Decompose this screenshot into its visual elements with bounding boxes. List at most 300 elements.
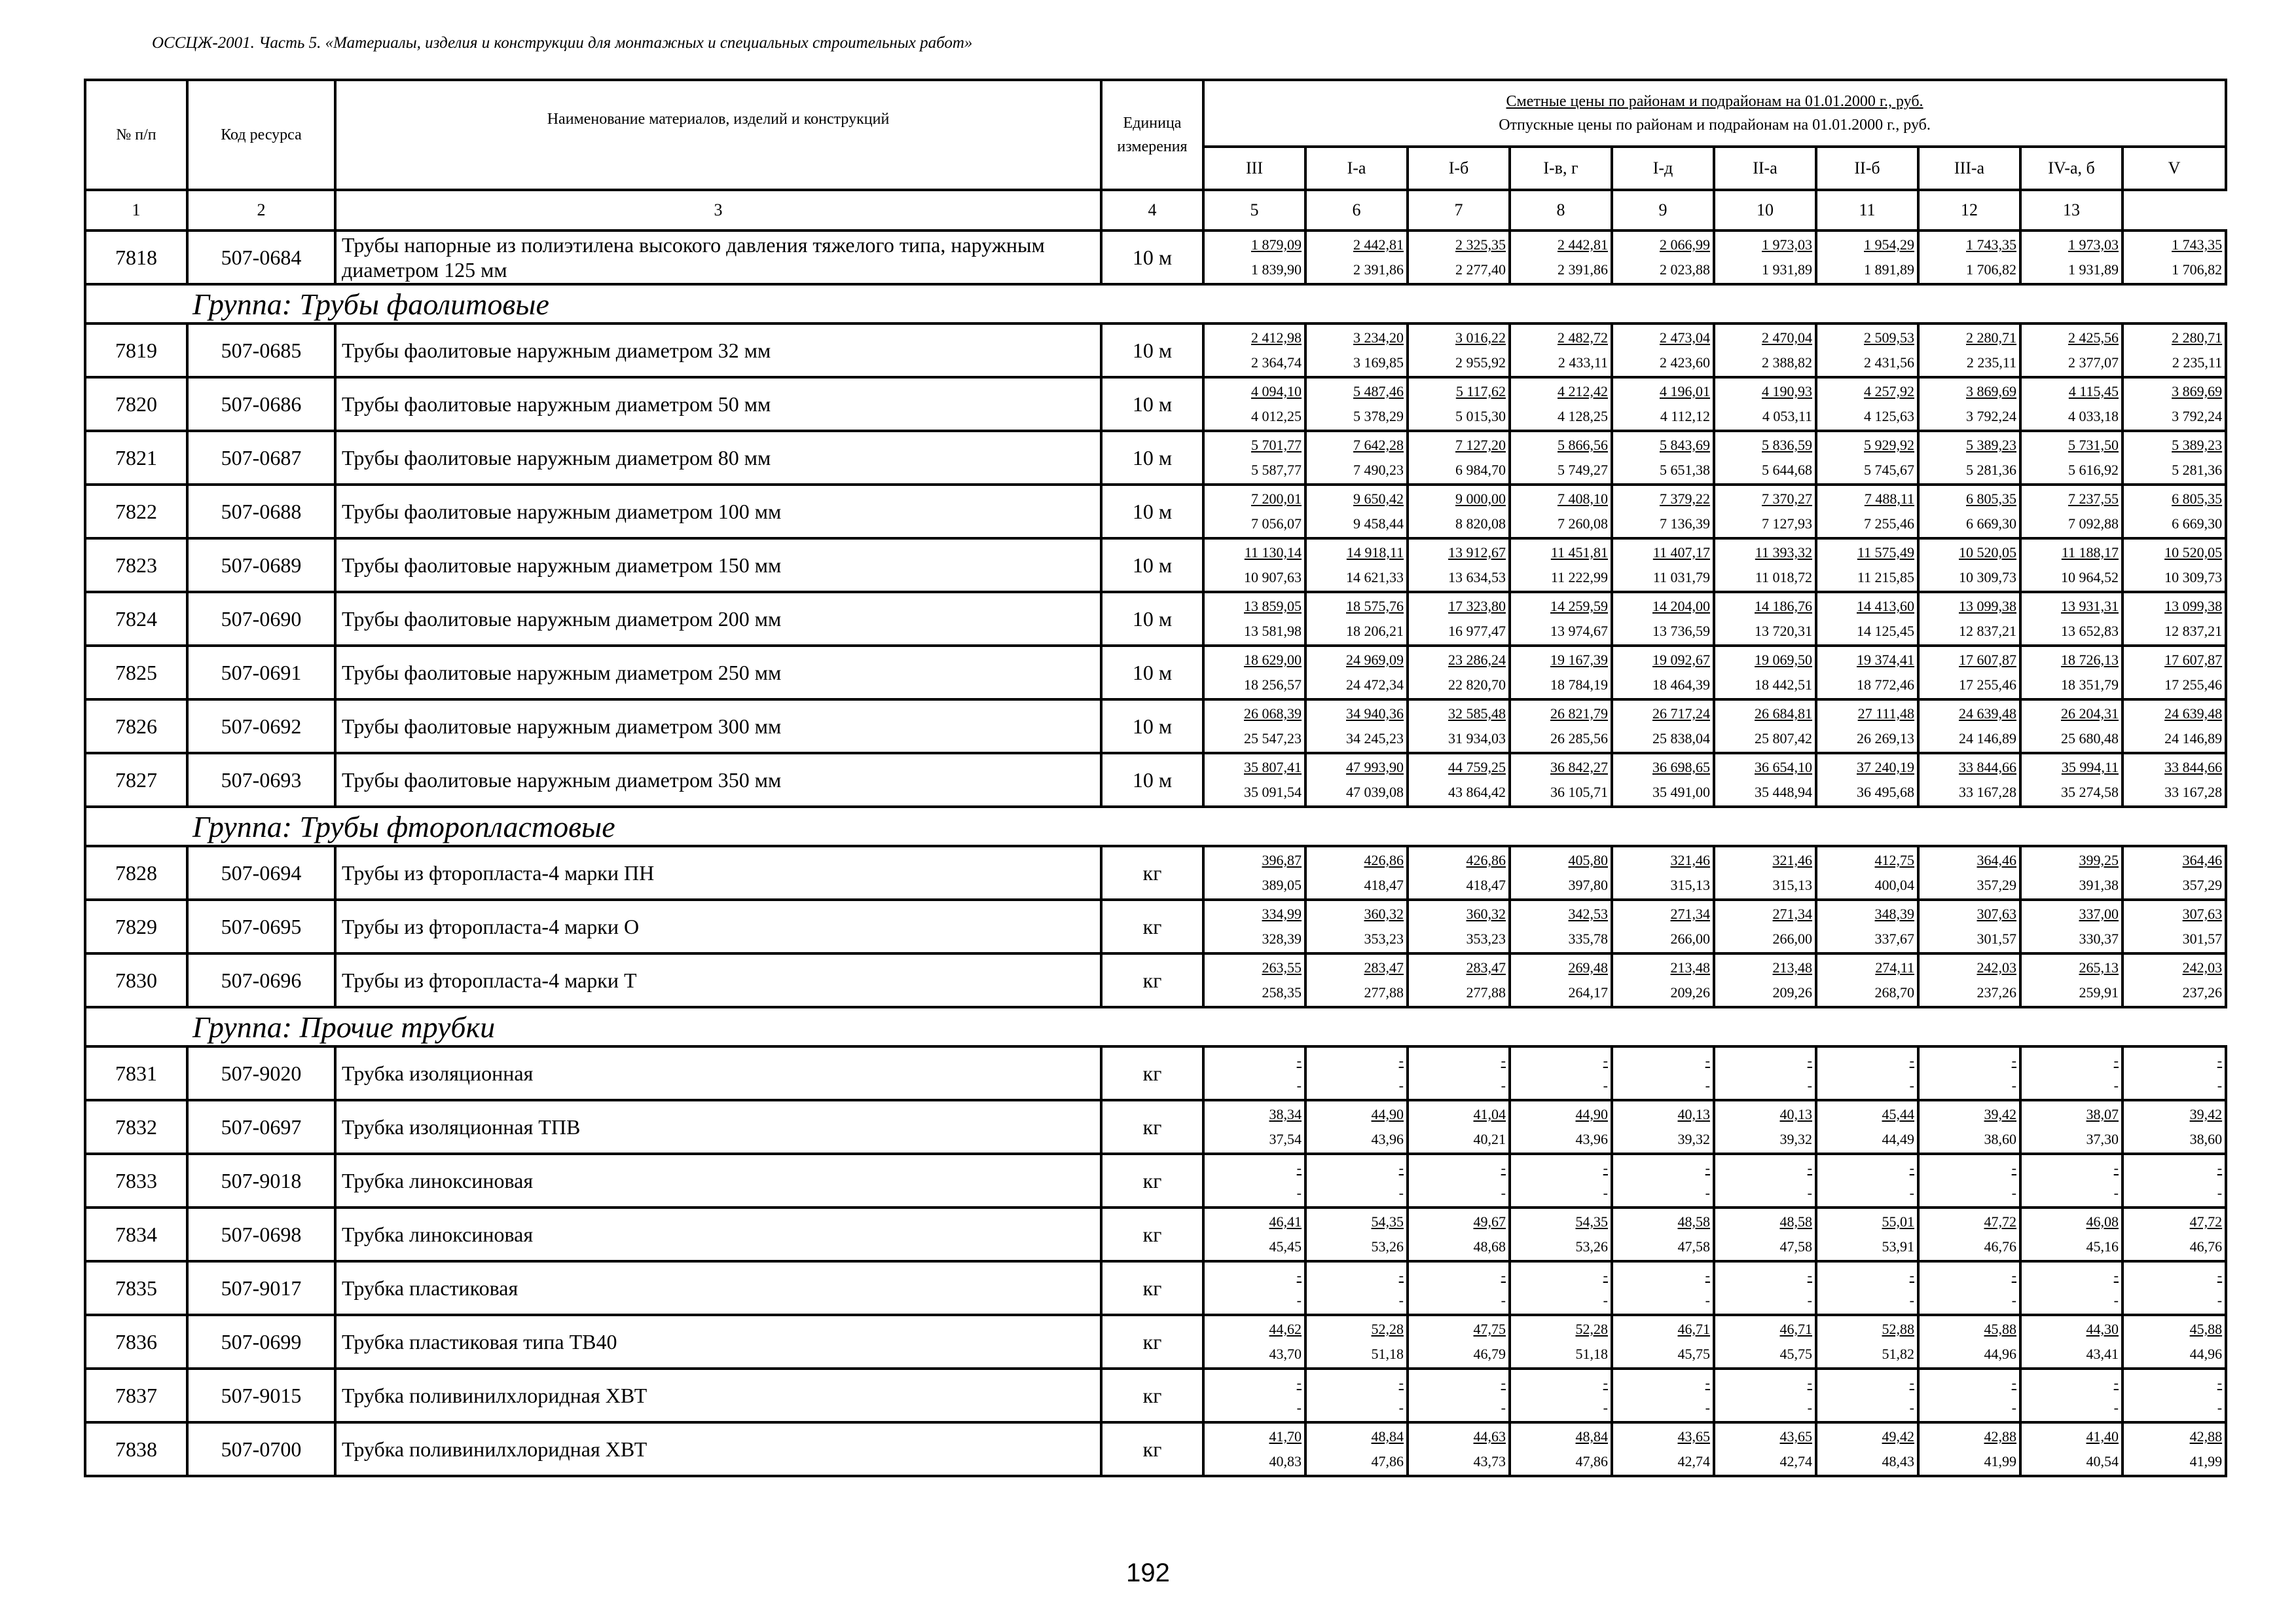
estimate-price: 49,42 — [1882, 1428, 1914, 1445]
unit-of-measure: кг — [1101, 1046, 1203, 1100]
row-number: 7836 — [85, 1315, 187, 1369]
row-number: 7818 — [85, 231, 187, 284]
unit-of-measure: 10 м — [1101, 377, 1203, 431]
row-number: 7833 — [85, 1154, 187, 1208]
release-price: 7 255,46 — [1864, 515, 1914, 532]
item-name: Трубка пластиковая типа ТВ40 — [335, 1315, 1101, 1369]
release-price: 24 146,89 — [2164, 730, 2223, 747]
release-price: 418,47 — [1466, 877, 1506, 893]
release-price: 42,74 — [1779, 1453, 1812, 1469]
price-cell — [1918, 1261, 2020, 1315]
release-price: 237,26 — [1977, 984, 2016, 1001]
row-number: 7822 — [85, 485, 187, 538]
price-cell — [1510, 900, 1612, 953]
estimate-price: 47,72 — [2189, 1213, 2223, 1230]
group-row — [85, 807, 2226, 846]
price-cell — [1510, 699, 1612, 753]
row-number: 7835 — [85, 1261, 187, 1315]
table-head — [85, 80, 2226, 231]
unit-of-measure: кг — [1101, 1315, 1203, 1369]
estimate-price: 26 717,24 — [1652, 705, 1710, 722]
item-name: Трубка изоляционная ТПВ — [335, 1100, 1101, 1154]
price-cell — [2020, 1208, 2123, 1261]
estimate-price: 360,32 — [1364, 906, 1404, 922]
release-price: 328,39 — [1262, 931, 1302, 947]
release-price: 43,41 — [2086, 1346, 2119, 1362]
estimate-price: 11 575,49 — [1857, 544, 1914, 561]
estimate-price: 24 639,48 — [2164, 705, 2223, 722]
price-cell — [2123, 753, 2226, 807]
release-price: - — [1501, 1399, 1506, 1416]
release-price: 43,73 — [1473, 1453, 1506, 1469]
release-price: 2 235,11 — [1966, 354, 2016, 371]
table-row — [85, 231, 2226, 284]
estimate-price: 13 099,38 — [1959, 598, 2016, 614]
release-price: 26 285,56 — [1550, 730, 1608, 747]
price-cell — [1203, 1208, 1305, 1261]
estimate-price: 39,42 — [2189, 1106, 2223, 1122]
price-cell — [1816, 231, 1918, 284]
resource-code: 507-0695 — [187, 900, 335, 953]
price-cell — [1305, 1208, 1408, 1261]
release-price: 2 433,11 — [1558, 354, 1608, 371]
resource-code: 507-9018 — [187, 1154, 335, 1208]
estimate-price: 44,90 — [1575, 1106, 1608, 1122]
estimate-price: 2 425,56 — [2068, 329, 2119, 346]
table-row — [85, 646, 2226, 699]
price-cell — [1816, 1315, 1918, 1369]
column-index: 7 — [1408, 190, 1510, 231]
estimate-price: - — [1398, 1267, 1404, 1283]
estimate-price: 2 470,04 — [1762, 329, 1812, 346]
price-cell — [1408, 431, 1510, 485]
estimate-price: 7 200,01 — [1251, 490, 1302, 507]
column-index: 9 — [1612, 190, 1714, 231]
price-cell — [1714, 323, 1816, 377]
release-price: 11 215,85 — [1857, 569, 1914, 585]
price-cell — [1305, 1315, 1408, 1369]
price-cell — [2123, 1315, 2226, 1369]
price-cell — [1408, 1208, 1510, 1261]
price-cell — [1918, 377, 2020, 431]
estimate-price: 307,63 — [1977, 906, 2016, 922]
estimate-price: 11 188,17 — [2061, 544, 2119, 561]
estimate-price: 364,46 — [1977, 852, 2016, 868]
price-cell — [1203, 953, 1305, 1007]
estimate-price: 42,88 — [2189, 1428, 2223, 1445]
release-price: - — [1398, 1399, 1404, 1416]
release-price: 38,60 — [2189, 1131, 2223, 1147]
estimate-price: 360,32 — [1466, 906, 1506, 922]
release-price: 4 112,12 — [1660, 408, 1710, 424]
release-price: 5 616,92 — [2068, 462, 2119, 478]
release-price: - — [1705, 1077, 1710, 1094]
release-price: 5 281,36 — [1966, 462, 2016, 478]
resource-code: 507-0689 — [187, 538, 335, 592]
price-cell — [1918, 485, 2020, 538]
price-cell — [2123, 1100, 2226, 1154]
price-cell — [1612, 485, 1714, 538]
release-price: 13 736,59 — [1652, 623, 1710, 639]
release-price: 10 309,73 — [1959, 569, 2016, 585]
price-cell — [1510, 377, 1612, 431]
estimate-price: 271,34 — [1670, 906, 1710, 922]
price-cell — [1510, 846, 1612, 900]
release-price: 7 136,39 — [1660, 515, 1710, 532]
estimate-price: 44,62 — [1269, 1321, 1302, 1337]
release-price: 1 931,89 — [1762, 261, 1812, 278]
column-index-row — [85, 190, 2226, 231]
price-cell — [1408, 377, 1510, 431]
release-price: 33 167,28 — [1959, 784, 2016, 800]
column-index: 12 — [1918, 190, 2020, 231]
estimate-price: - — [1807, 1160, 1812, 1176]
release-price: - — [1501, 1077, 1506, 1094]
price-cell — [2020, 485, 2123, 538]
release-price: 18 256,57 — [1244, 676, 1302, 693]
release-price: 36 105,71 — [1550, 784, 1608, 800]
release-price: 7 056,07 — [1251, 515, 1302, 532]
release-price: 47,58 — [1779, 1238, 1812, 1255]
estimate-price: 396,87 — [1262, 852, 1302, 868]
estimate-price: 1 743,35 — [1966, 236, 2016, 253]
release-price: 8 820,08 — [1455, 515, 1506, 532]
release-price: 2 377,07 — [2068, 354, 2119, 371]
item-name: Трубка линоксиновая — [335, 1154, 1101, 1208]
estimate-price: 5 929,92 — [1864, 437, 1914, 453]
group-title: Группа: Трубы фторопластовые — [187, 807, 2226, 846]
resource-code: 507-0688 — [187, 485, 335, 538]
column-index: 11 — [1816, 190, 1918, 231]
price-cell — [2020, 377, 2123, 431]
estimate-price: 41,04 — [1473, 1106, 1506, 1122]
price-cell — [1305, 231, 1408, 284]
price-cell — [1918, 1154, 2020, 1208]
item-name: Трубка поливинилхлоридная ХВТ — [335, 1369, 1101, 1422]
estimate-price: 19 374,41 — [1857, 652, 1914, 668]
estimate-price: 242,03 — [2182, 959, 2223, 976]
release-price: 7 260,08 — [1558, 515, 1608, 532]
estimate-price: 7 370,27 — [1762, 490, 1812, 507]
estimate-price: - — [1296, 1375, 1302, 1391]
region-header: III — [1203, 147, 1305, 190]
release-price: 357,29 — [1977, 877, 2016, 893]
price-cell — [1408, 699, 1510, 753]
release-price: 47,86 — [1575, 1453, 1608, 1469]
price-cell — [1918, 323, 2020, 377]
price-cell — [1612, 1100, 1714, 1154]
group-spacer — [85, 807, 187, 846]
row-number: 7831 — [85, 1046, 187, 1100]
price-cell — [1918, 1046, 2020, 1100]
estimate-price: 17 323,80 — [1448, 598, 1506, 614]
estimate-price: 41,40 — [2086, 1428, 2119, 1445]
estimate-price: - — [2011, 1160, 2016, 1176]
estimate-price: 3 016,22 — [1455, 329, 1506, 346]
release-price: 25 680,48 — [2061, 730, 2119, 747]
release-price: 209,26 — [1670, 984, 1710, 1001]
estimate-price: 399,25 — [2079, 852, 2119, 868]
price-cell — [1816, 900, 1918, 953]
release-price: 14 125,45 — [1857, 623, 1914, 639]
item-name: Трубка поливинилхлоридная ХВТ — [335, 1422, 1101, 1476]
estimate-price: 40,13 — [1779, 1106, 1812, 1122]
release-price: 46,79 — [1473, 1346, 1506, 1362]
release-price: 2 235,11 — [2172, 354, 2223, 371]
release-price: 41,99 — [1984, 1453, 2016, 1469]
release-price: 33 167,28 — [2164, 784, 2223, 800]
estimate-price: 46,41 — [1269, 1213, 1302, 1230]
release-price: - — [1603, 1077, 1608, 1094]
group-spacer — [85, 284, 187, 323]
release-price: 5 749,27 — [1558, 462, 1608, 478]
estimate-price: - — [1603, 1052, 1608, 1069]
estimate-price: - — [2113, 1375, 2119, 1391]
price-cell — [1203, 846, 1305, 900]
release-price: 10 907,63 — [1244, 569, 1302, 585]
price-cell — [2020, 1261, 2123, 1315]
estimate-price: 40,13 — [1677, 1106, 1710, 1122]
estimate-price: 265,13 — [2079, 959, 2119, 976]
estimate-price: 13 859,05 — [1244, 598, 1302, 614]
release-price: - — [1603, 1399, 1608, 1416]
estimate-price: 48,58 — [1779, 1213, 1812, 1230]
release-price: 357,29 — [2182, 877, 2223, 893]
price-cell — [1816, 538, 1918, 592]
release-price: 26 269,13 — [1857, 730, 1914, 747]
price-cell — [1816, 592, 1918, 646]
estimate-price: 2 412,98 — [1251, 329, 1302, 346]
estimate-price: 7 488,11 — [1864, 490, 1914, 507]
estimate-price: 11 407,17 — [1652, 544, 1710, 561]
estimate-price: - — [2217, 1375, 2223, 1391]
release-price: 266,00 — [1772, 931, 1812, 947]
resource-code: 507-0697 — [187, 1100, 335, 1154]
price-cell — [2020, 1422, 2123, 1476]
price-cell — [1714, 1261, 1816, 1315]
estimate-price: 213,48 — [1772, 959, 1812, 976]
price-cell — [1305, 1422, 1408, 1476]
estimate-price: 242,03 — [1977, 959, 2016, 976]
release-price: 397,80 — [1568, 877, 1608, 893]
release-price: 40,54 — [2086, 1453, 2119, 1469]
estimate-price: 26 204,31 — [2061, 705, 2119, 722]
price-cell — [2123, 431, 2226, 485]
item-name: Трубы напорные из полиэтилена высокого давления тяжелого типа, наружным диаметром 125 мм — [335, 231, 1101, 284]
release-price: 13 720,31 — [1755, 623, 1812, 639]
price-cell — [1203, 1315, 1305, 1369]
estimate-price: 9 650,42 — [1353, 490, 1404, 507]
release-price: 7 092,88 — [2068, 515, 2119, 532]
estimate-price: 33 844,66 — [2164, 759, 2223, 775]
price-cell — [1714, 646, 1816, 699]
price-cell — [1203, 377, 1305, 431]
price-cell — [2123, 1046, 2226, 1100]
release-price: 40,21 — [1473, 1131, 1506, 1147]
table-body — [85, 231, 2226, 1476]
price-cell — [1816, 1422, 1918, 1476]
estimate-price: 26 684,81 — [1755, 705, 1812, 722]
release-price: 43,70 — [1269, 1346, 1302, 1362]
estimate-price: 19 167,39 — [1550, 652, 1608, 668]
estimate-price: 334,99 — [1262, 906, 1302, 922]
price-cell — [1305, 377, 1408, 431]
price-cell — [1510, 953, 1612, 1007]
unit-of-measure: 10 м — [1101, 646, 1203, 699]
price-cell — [2020, 1369, 2123, 1422]
release-price: - — [1501, 1292, 1506, 1308]
unit-of-measure: кг — [1101, 1154, 1203, 1208]
release-price: 37,54 — [1269, 1131, 1302, 1147]
release-price: 3 792,24 — [2172, 408, 2223, 424]
price-cell — [1816, 323, 1918, 377]
release-price: - — [2217, 1399, 2223, 1416]
price-cell — [1612, 900, 1714, 953]
price-cell — [1714, 538, 1816, 592]
table-row — [85, 1315, 2226, 1369]
price-cell — [1714, 1100, 1816, 1154]
price-cell — [2020, 431, 2123, 485]
price-cell — [1714, 1369, 1816, 1422]
prices-header-line1: Сметные цены по районам и подрайонам на 01.01.2000 г., руб. — [1506, 93, 1923, 110]
estimate-price: - — [1807, 1267, 1812, 1283]
release-price: 42,74 — [1677, 1453, 1710, 1469]
price-cell — [1612, 646, 1714, 699]
table-row — [85, 1208, 2226, 1261]
estimate-price: - — [1603, 1375, 1608, 1391]
estimate-price: 45,44 — [1882, 1106, 1914, 1122]
price-cell — [1203, 1100, 1305, 1154]
release-price: 301,57 — [1977, 931, 2016, 947]
price-cell — [1510, 1154, 1612, 1208]
release-price: - — [1705, 1185, 1710, 1201]
release-price: 7 127,93 — [1762, 515, 1812, 532]
release-price: 13 634,53 — [1448, 569, 1506, 585]
estimate-price: 14 204,00 — [1652, 598, 1710, 614]
estimate-price: 269,48 — [1568, 959, 1608, 976]
estimate-price: - — [1296, 1267, 1302, 1283]
release-price: - — [1398, 1077, 1404, 1094]
release-price: 34 245,23 — [1346, 730, 1404, 747]
price-cell — [2123, 592, 2226, 646]
estimate-price: 2 473,04 — [1660, 329, 1710, 346]
release-price: 35 491,00 — [1652, 784, 1710, 800]
release-price: 18 784,19 — [1550, 676, 1608, 693]
region-header: II-б — [1816, 147, 1918, 190]
release-price: - — [2011, 1292, 2016, 1308]
estimate-price: - — [2217, 1052, 2223, 1069]
price-cell — [1305, 485, 1408, 538]
estimate-price: 5 701,77 — [1251, 437, 1302, 453]
group-row — [85, 1007, 2226, 1046]
estimate-price: 36 842,27 — [1550, 759, 1608, 775]
price-cell — [2020, 846, 2123, 900]
release-price: 2 364,74 — [1251, 354, 1302, 371]
price-cell — [1612, 753, 1714, 807]
price-cell — [1510, 538, 1612, 592]
price-cell — [2123, 1422, 2226, 1476]
price-cell — [1612, 1369, 1714, 1422]
estimate-price: 1 954,29 — [1864, 236, 1914, 253]
release-price: 17 255,46 — [2164, 676, 2223, 693]
estimate-price: 43,65 — [1677, 1428, 1710, 1445]
estimate-price: - — [1501, 1160, 1506, 1176]
release-price: 330,37 — [2079, 931, 2119, 947]
estimate-price: 54,35 — [1371, 1213, 1404, 1230]
release-price: 16 977,47 — [1448, 623, 1506, 639]
price-cell — [1510, 1369, 1612, 1422]
estimate-price: - — [2113, 1160, 2119, 1176]
release-price: - — [2011, 1185, 2016, 1201]
release-price: 25 547,23 — [1244, 730, 1302, 747]
price-cell — [1612, 1422, 1714, 1476]
price-cell — [1612, 846, 1714, 900]
estimate-price: 39,42 — [1984, 1106, 2016, 1122]
release-price: 25 807,42 — [1755, 730, 1812, 747]
release-price: 24 146,89 — [1959, 730, 2016, 747]
estimate-price: 18 629,00 — [1244, 652, 1302, 668]
release-price: 45,45 — [1269, 1238, 1302, 1255]
release-price: 337,67 — [1874, 931, 1914, 947]
item-name: Трубы фаолитовые наружным диаметром 250 мм — [335, 646, 1101, 699]
estimate-price: 52,28 — [1371, 1321, 1404, 1337]
price-cell — [1918, 900, 2020, 953]
resource-code: 507-0690 — [187, 592, 335, 646]
price-cell — [2020, 1046, 2123, 1100]
estimate-price: - — [1705, 1160, 1710, 1176]
price-cell — [2123, 846, 2226, 900]
estimate-price: 2 280,71 — [2172, 329, 2223, 346]
release-price: 418,47 — [1364, 877, 1404, 893]
estimate-price: 44 759,25 — [1448, 759, 1506, 775]
price-cell — [1816, 1046, 1918, 1100]
release-price: 4 125,63 — [1864, 408, 1914, 424]
price-cell — [2123, 1208, 2226, 1261]
unit-of-measure: 10 м — [1101, 431, 1203, 485]
price-cell — [1918, 1315, 2020, 1369]
estimate-price: 34 940,36 — [1346, 705, 1404, 722]
release-price: - — [1296, 1292, 1302, 1308]
price-cell — [1918, 699, 2020, 753]
estimate-price: 44,30 — [2086, 1321, 2119, 1337]
estimate-price: 47 993,90 — [1346, 759, 1404, 775]
estimate-price: 283,47 — [1364, 959, 1404, 976]
row-number: 7823 — [85, 538, 187, 592]
estimate-price: 38,34 — [1269, 1106, 1302, 1122]
price-cell — [1510, 231, 1612, 284]
estimate-price: - — [1603, 1267, 1608, 1283]
price-cell — [2020, 953, 2123, 1007]
estimate-price: 46,71 — [1677, 1321, 1710, 1337]
estimate-price: 19 092,67 — [1652, 652, 1710, 668]
price-cell — [1612, 1261, 1714, 1315]
price-cell — [1510, 485, 1612, 538]
release-price: 31 934,03 — [1448, 730, 1506, 747]
price-cell — [1714, 846, 1816, 900]
estimate-price: 7 642,28 — [1353, 437, 1404, 453]
estimate-price: 38,07 — [2086, 1106, 2119, 1122]
estimate-price: - — [1807, 1052, 1812, 1069]
release-price: 5 281,36 — [2172, 462, 2223, 478]
item-name: Трубы фаолитовые наружным диаметром 200 мм — [335, 592, 1101, 646]
release-price: 47 039,08 — [1346, 784, 1404, 800]
table-row — [85, 900, 2226, 953]
release-price: - — [1705, 1399, 1710, 1416]
release-price: 22 820,70 — [1448, 676, 1506, 693]
price-cell — [2123, 646, 2226, 699]
row-number: 7829 — [85, 900, 187, 953]
estimate-price: 18 575,76 — [1346, 598, 1404, 614]
